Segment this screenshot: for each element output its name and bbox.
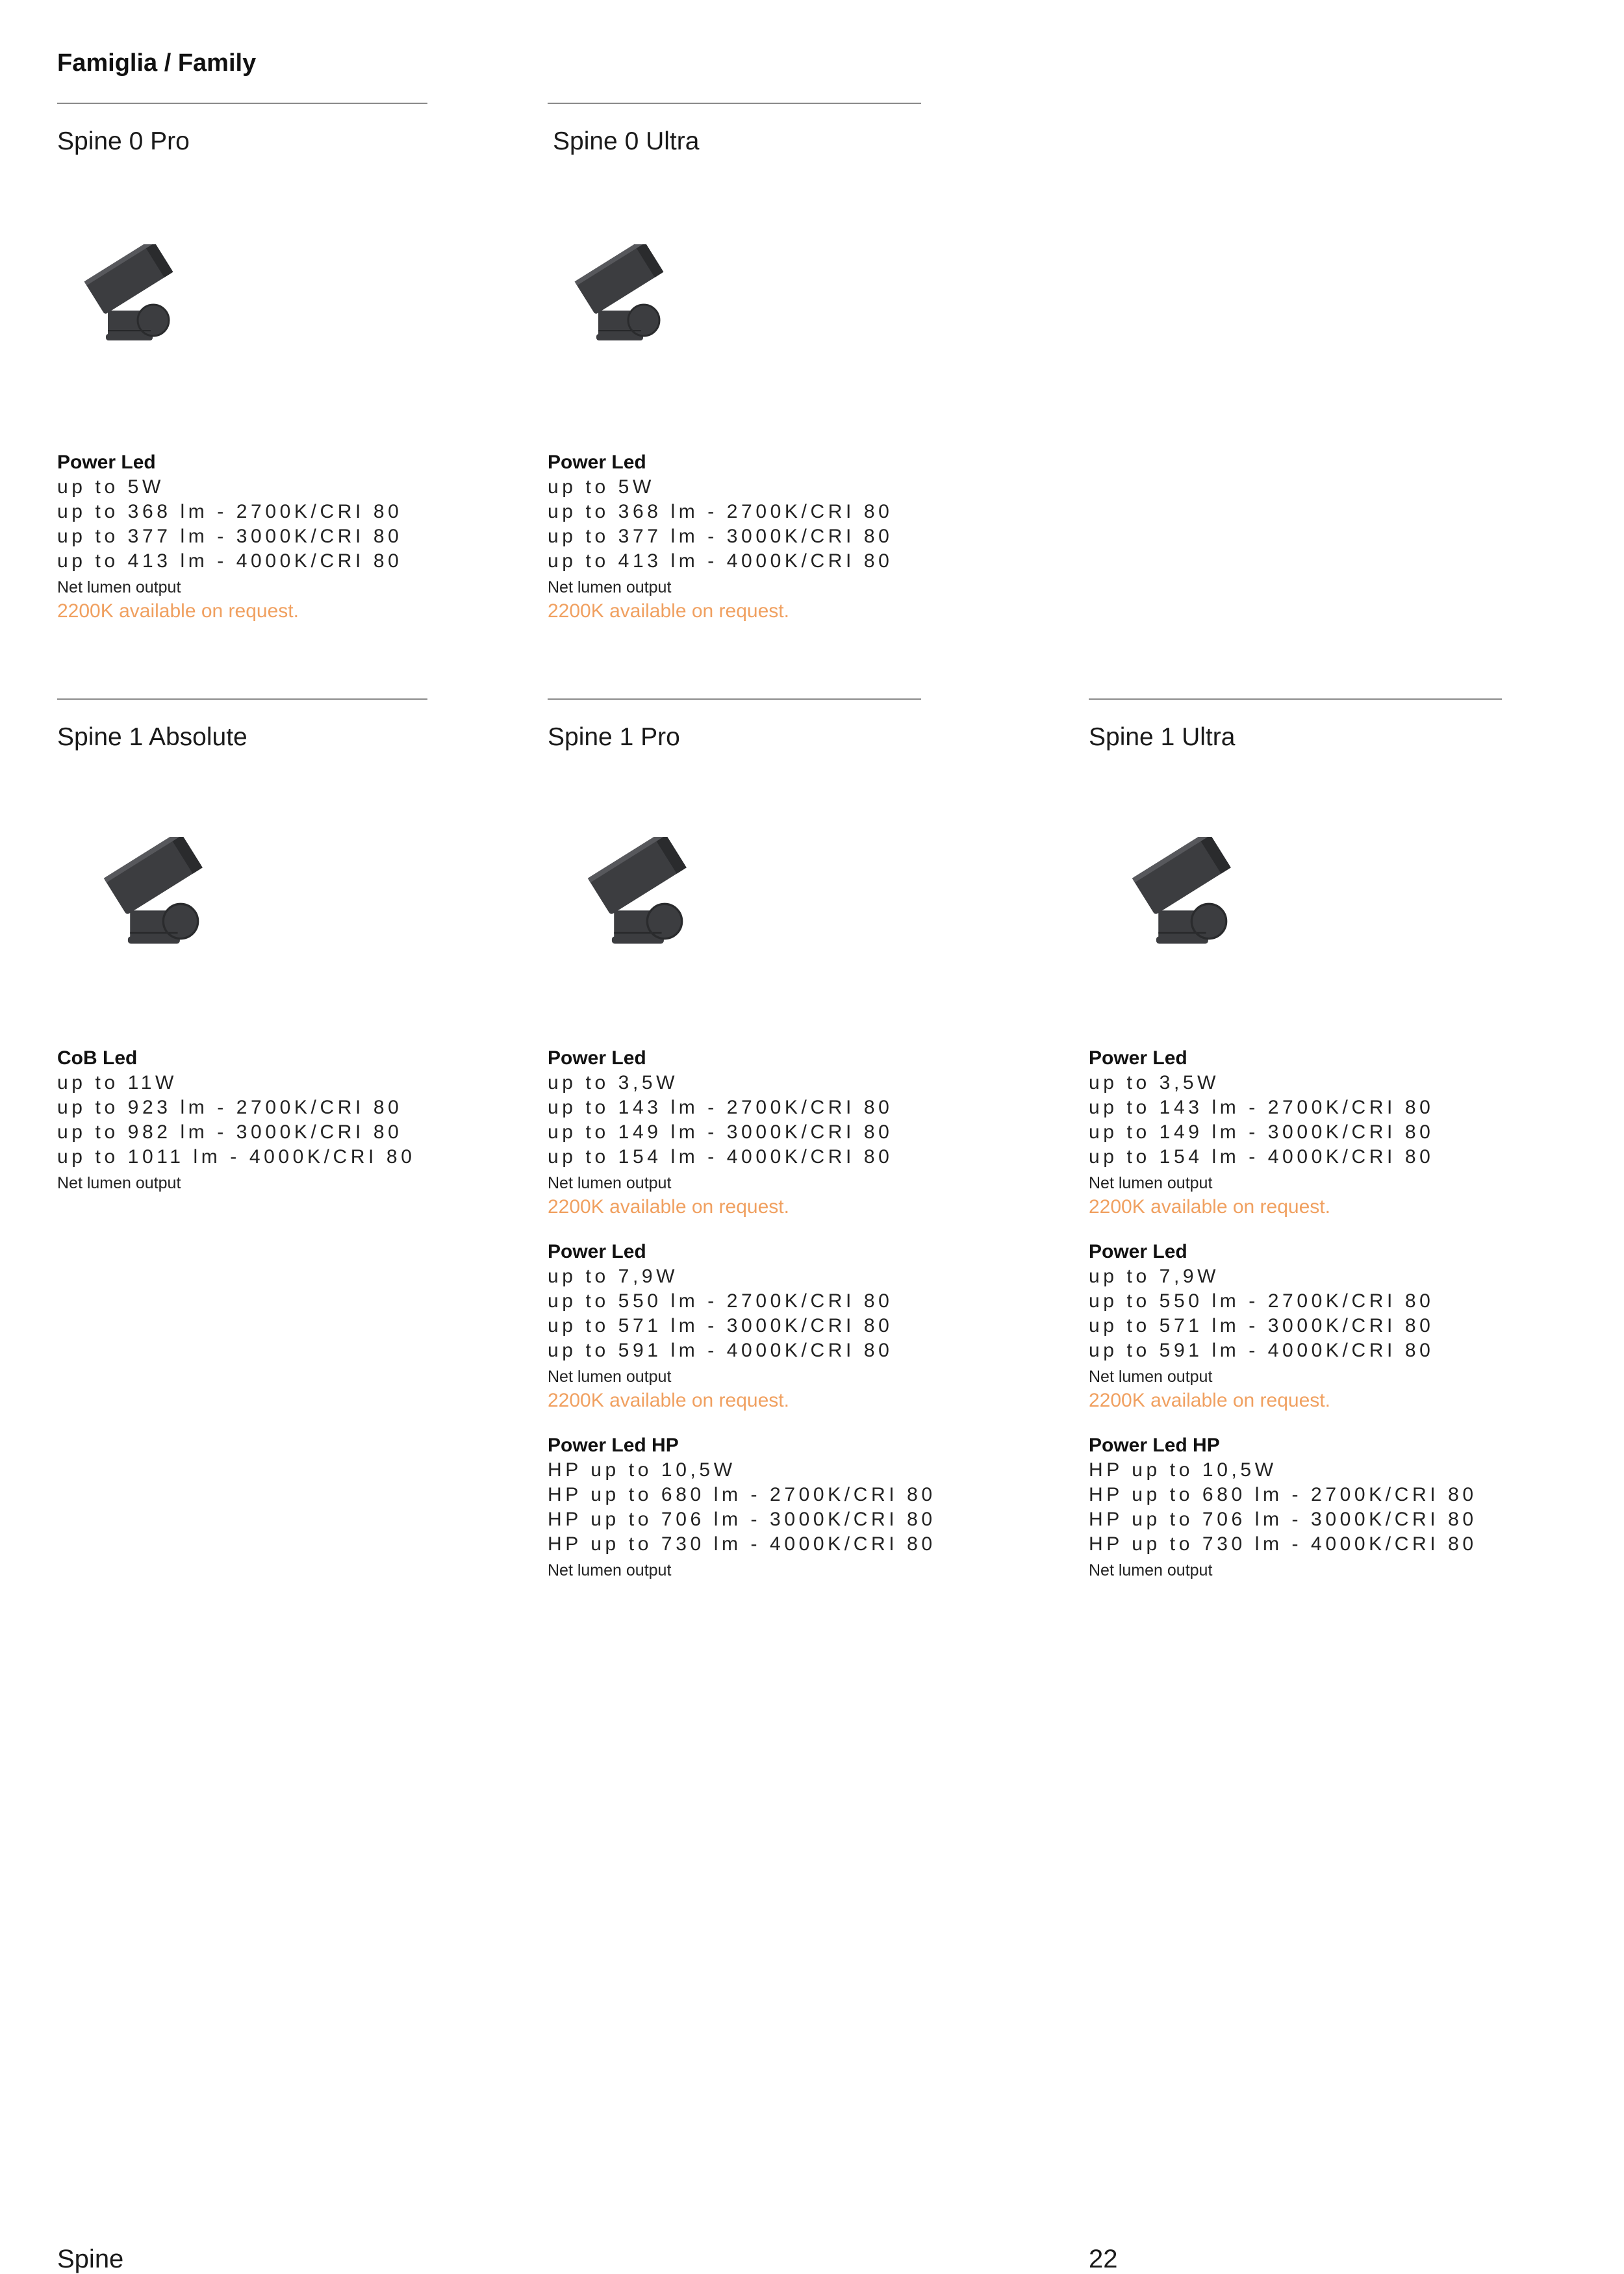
- spec-line: up to 7,9W: [1089, 1266, 1220, 1287]
- spec-line: up to 3,5W: [548, 1072, 679, 1093]
- spec-line: up to 591 lm - 4000K/CRI 80: [1089, 1340, 1434, 1361]
- product-spine-0-pro: [57, 103, 427, 622]
- footer-family-name: Spine: [57, 2245, 124, 2273]
- spec-line: up to 571 lm - 3000K/CRI 80: [1089, 1315, 1434, 1336]
- led-type-title: Power Led: [548, 1047, 646, 1069]
- spotlight-fixture-icon: [70, 837, 265, 967]
- spec-line: HP up to 706 lm - 3000K/CRI 80: [548, 1509, 936, 1530]
- led-type-title: Power Led HP: [548, 1435, 679, 1456]
- lumen-note: Net lumen output: [57, 578, 181, 596]
- spec-line: up to 923 lm - 2700K/CRI 80: [57, 1097, 403, 1118]
- lumen-note: Net lumen output: [1089, 1174, 1213, 1192]
- led-type-title: Power Led: [57, 452, 156, 473]
- specs: [1089, 1046, 1543, 1601]
- lumen-note: Net lumen output: [1089, 1561, 1213, 1579]
- spec-block: [57, 450, 512, 624]
- lumen-note: Net lumen output: [548, 578, 672, 596]
- spec-line: up to 149 lm - 3000K/CRI 80: [1089, 1121, 1434, 1143]
- spec-line: up to 377 lm - 3000K/CRI 80: [548, 526, 893, 547]
- lumen-note: Net lumen output: [548, 1561, 672, 1579]
- product-name: Spine 0 Pro: [57, 127, 190, 155]
- spec-block: [548, 1240, 1002, 1414]
- spec-line: HP up to 730 lm - 4000K/CRI 80: [1089, 1533, 1477, 1555]
- spec-line: up to 3,5W: [1089, 1072, 1220, 1093]
- page-number: 22: [1089, 2245, 1118, 2273]
- product-name: Spine 1 Pro: [548, 723, 680, 751]
- spec-line: up to 368 lm - 2700K/CRI 80: [548, 501, 893, 522]
- specs: [548, 1046, 1002, 1601]
- spec-line: up to 1011 lm - 4000K/CRI 80: [57, 1146, 416, 1168]
- spec-line: up to 143 lm - 2700K/CRI 80: [1089, 1097, 1434, 1118]
- spec-line: HP up to 730 lm - 4000K/CRI 80: [548, 1533, 936, 1555]
- product-name: Spine 0 Ultra: [553, 127, 700, 155]
- led-type-title: CoB Led: [57, 1047, 138, 1069]
- availability-note: 2200K available on request.: [548, 1196, 789, 1218]
- spec-block: [1089, 1240, 1543, 1414]
- product-spine-1-absolute: [57, 698, 427, 1192]
- led-type-title: Power Led: [548, 452, 646, 473]
- spec-block: [57, 1046, 512, 1194]
- led-type-title: Power Led: [548, 1241, 646, 1262]
- spotlight-fixture-icon: [548, 244, 717, 361]
- spec-line: up to 413 lm - 4000K/CRI 80: [548, 550, 893, 572]
- product-spine-0-ultra: [548, 103, 921, 622]
- spec-line: up to 5W: [57, 476, 164, 498]
- led-type-title: Power Led HP: [1089, 1435, 1220, 1456]
- lumen-note: Net lumen output: [1089, 1368, 1213, 1386]
- page-title: Famiglia / Family: [57, 49, 257, 77]
- lumen-note: Net lumen output: [57, 1174, 181, 1192]
- spec-line: up to 982 lm - 3000K/CRI 80: [57, 1121, 403, 1143]
- spec-block: [548, 1433, 1002, 1581]
- spec-line: HP up to 10,5W: [548, 1459, 736, 1481]
- spotlight-fixture-icon: [57, 244, 226, 361]
- spotlight-fixture-icon: [554, 837, 749, 967]
- availability-note: 2200K available on request.: [1089, 1390, 1330, 1411]
- spec-line: HP up to 10,5W: [1089, 1459, 1277, 1481]
- spotlight-fixture-icon: [1098, 837, 1293, 967]
- spec-block: [1089, 1046, 1543, 1220]
- spec-line: up to 550 lm - 2700K/CRI 80: [548, 1290, 893, 1312]
- spec-block: [548, 1046, 1002, 1220]
- product-spine-1-ultra: [1089, 698, 1502, 1579]
- spec-line: HP up to 706 lm - 3000K/CRI 80: [1089, 1509, 1477, 1530]
- spec-line: up to 143 lm - 2700K/CRI 80: [548, 1097, 893, 1118]
- led-type-title: Power Led: [1089, 1047, 1187, 1069]
- section-divider: [1089, 698, 1502, 700]
- availability-note: 2200K available on request.: [548, 600, 789, 622]
- spec-line: up to 7,9W: [548, 1266, 679, 1287]
- spec-line: HP up to 680 lm - 2700K/CRI 80: [1089, 1484, 1477, 1505]
- availability-note: 2200K available on request.: [57, 600, 299, 622]
- spec-line: up to 149 lm - 3000K/CRI 80: [548, 1121, 893, 1143]
- spec-line: up to 368 lm - 2700K/CRI 80: [57, 501, 403, 522]
- section-divider: [548, 698, 921, 700]
- product-spine-1-pro: [548, 698, 936, 1579]
- spec-block: [548, 450, 1002, 624]
- led-type-title: Power Led: [1089, 1241, 1187, 1262]
- spec-line: up to 591 lm - 4000K/CRI 80: [548, 1340, 893, 1361]
- specs: [57, 450, 512, 644]
- spec-block: [1089, 1433, 1543, 1581]
- specs: [548, 450, 1002, 644]
- spec-line: up to 571 lm - 3000K/CRI 80: [548, 1315, 893, 1336]
- spec-line: up to 550 lm - 2700K/CRI 80: [1089, 1290, 1434, 1312]
- section-divider: [57, 698, 427, 700]
- lumen-note: Net lumen output: [548, 1174, 672, 1192]
- spec-line: up to 154 lm - 4000K/CRI 80: [548, 1146, 893, 1168]
- product-name: Spine 1 Ultra: [1089, 723, 1236, 751]
- spec-line: up to 377 lm - 3000K/CRI 80: [57, 526, 403, 547]
- section-divider: [57, 103, 427, 104]
- spec-line: up to 11W: [57, 1072, 177, 1093]
- product-name: Spine 1 Absolute: [57, 723, 247, 751]
- spec-line: HP up to 680 lm - 2700K/CRI 80: [548, 1484, 936, 1505]
- lumen-note: Net lumen output: [548, 1368, 672, 1386]
- specs: [57, 1046, 512, 1214]
- spec-line: up to 5W: [548, 476, 655, 498]
- availability-note: 2200K available on request.: [548, 1390, 789, 1411]
- spec-line: up to 413 lm - 4000K/CRI 80: [57, 550, 403, 572]
- availability-note: 2200K available on request.: [1089, 1196, 1330, 1218]
- spec-line: up to 154 lm - 4000K/CRI 80: [1089, 1146, 1434, 1168]
- section-divider: [548, 103, 921, 104]
